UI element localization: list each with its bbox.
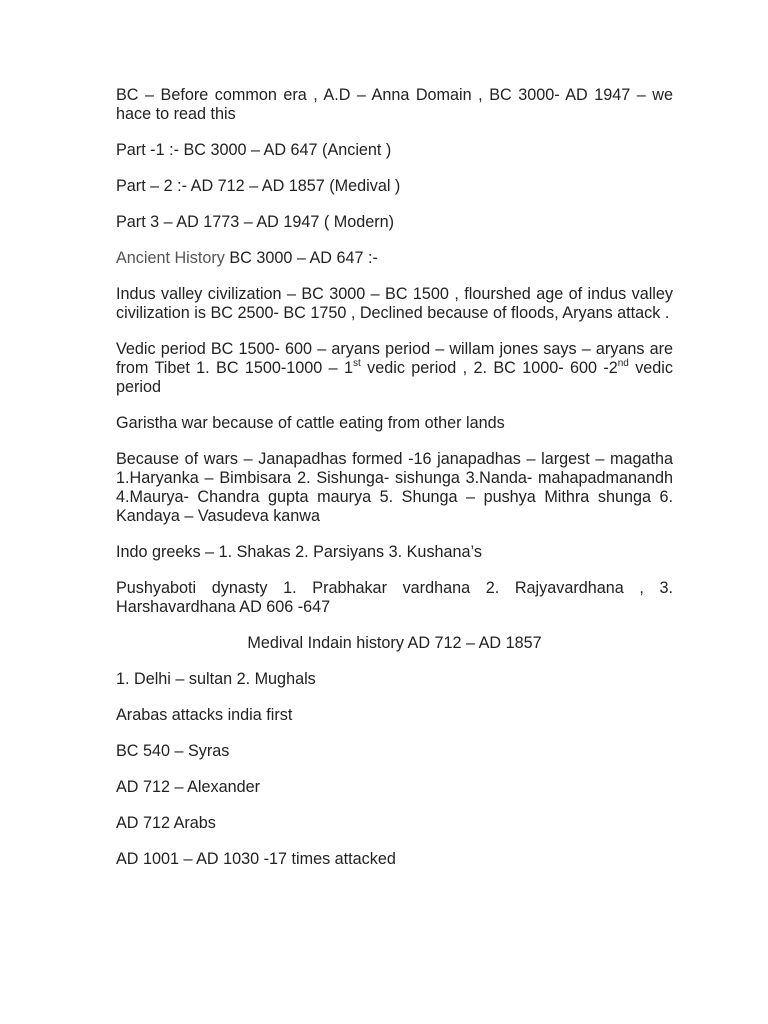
paragraph-indo-greeks: Indo greeks – 1. Shakas 2. Parsiyans 3. Kushana’s	[116, 543, 482, 561]
vedic-text-c: vedic period	[116, 359, 673, 396]
paragraph-pushyaboti-dynasty: Pushyaboti dynasty 1. Prabhakar vardhana 2. Rajyavardhana , 3. Harshavardhana AD 606 -647	[116, 579, 673, 616]
paragraph-part-1: Part -1 :- BC 3000 – AD 647 (Ancient )	[116, 141, 392, 159]
paragraph-part-2: Part – 2 :- AD 712 – AD 1857 (Medival )	[116, 177, 401, 195]
heading-ancient-history-label: Ancient History	[116, 249, 225, 267]
paragraph-part-3: Part 3 – AD 1773 – AD 1947 ( Modern)	[116, 213, 395, 231]
paragraph-ad-712-alexander: AD 712 – Alexander	[116, 778, 260, 796]
vedic-text-a: Vedic period BC 1500- 600 – aryans period – willam jones says – aryans are from Tibet 1. BC 1500-1000 – 1	[116, 340, 673, 377]
superscript-st: st	[353, 357, 361, 369]
heading-ancient-history	[116, 249, 673, 268]
paragraph-arabas-attacks: Arabas attacks india first	[116, 706, 293, 724]
superscript-nd: nd	[617, 357, 629, 369]
paragraph-garistha-war: Garistha war because of cattle eating from other lands	[116, 414, 505, 432]
paragraph-janapadhas: Because of wars – Janapadhas formed -16 janapadhas – largest – magatha 1.Haryanka – Bimbisara 2. Sishunga- sishunga 3.Nanda- mahapadmanandh 4.Maurya- Chandra gupta maurya 5. Shunga – pushya Mithra shunga 6. Kandaya – Vasudeva kanwa	[116, 450, 673, 525]
paragraph-indus-valley: Indus valley civilization – BC 3000 – BC 1500 , flourshed age of indus valley civilization is BC 2500- BC 1750 , Declined because of floods, Aryans attack .	[116, 285, 673, 322]
vedic-text-b: vedic period , 2. BC 1000- 600 -2	[360, 359, 618, 377]
paragraph-era-definitions: BC – Before common era , A.D – Anna Domain , BC 3000- AD 1947 – we hace to read this	[116, 86, 673, 123]
heading-ancient-history-range: BC 3000 – AD 647 :-	[224, 249, 378, 267]
document-page	[116, 86, 673, 886]
paragraph-ad-712-arabs: AD 712 Arabs	[116, 814, 216, 832]
paragraph-ad-1001: AD 1001 – AD 1030 -17 times attacked	[116, 850, 396, 868]
paragraph-delhi-mughals: 1. Delhi – sultan 2. Mughals	[116, 670, 316, 688]
heading-medieval-history: Medival Indain history AD 712 – AD 1857	[247, 634, 542, 652]
paragraph-vedic-period	[116, 340, 673, 397]
paragraph-bc-540: BC 540 – Syras	[116, 742, 230, 760]
